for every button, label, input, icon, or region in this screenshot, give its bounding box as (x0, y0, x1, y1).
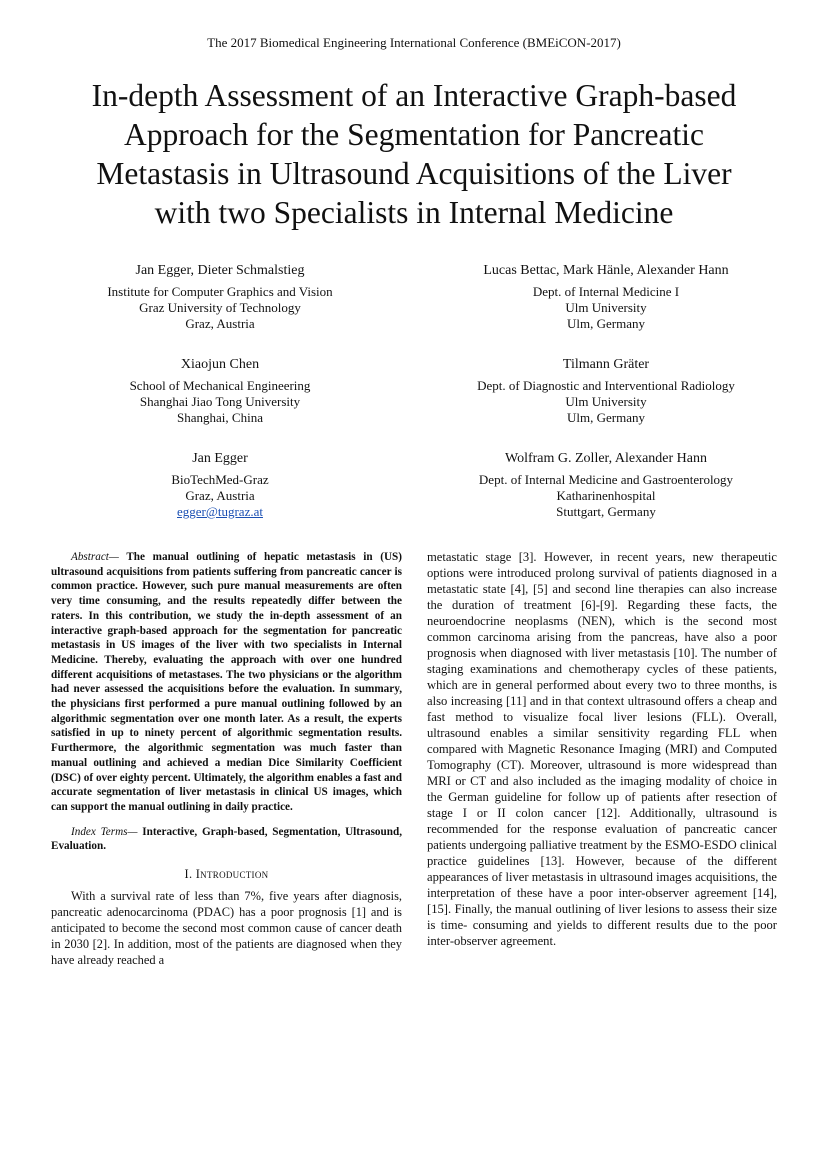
email-link[interactable]: egger@tugraz.at (177, 504, 263, 519)
affiliation-line: Katharinenhospital (556, 488, 656, 503)
affiliation-line: Graz, Austria (185, 316, 255, 331)
affiliation-line: Dept. of Internal Medicine I (532, 284, 680, 299)
affiliation-line: Shanghai Jiao Tong University (139, 394, 301, 409)
affiliation-line: Graz, Austria (185, 488, 255, 503)
abstract (51, 550, 402, 815)
left-column (51, 550, 402, 968)
title-line: with two Specialists in Internal Medicine (154, 195, 674, 230)
affiliation-line: Ulm, Germany (567, 410, 645, 425)
affiliation-line: Dept. of Internal Medicine and Gastroenterology (478, 472, 734, 487)
author-block-stuttgart (436, 450, 776, 520)
intro-paragraph: With a survival rate of less than 7%, five years after diagnosis, pancreatic adenocarcinoma (PDAC) has a poor prognosis [1] and is anticipated to become the second most common cause of cancer death in 2030 [2]. In addition, most of the patients are diagnosed when they have already reached a (51, 889, 402, 968)
paper-title (40, 76, 788, 232)
abstract-text: The manual outlining of hepatic metastasis in (US) ultrasound acquisitions from patients suffering from pancreatic cancer is common practice. However, such pure manual measurements are often very time consuming, and the results repeatedly differ between the raters. In this contribution, we study the in-depth assessment of an interactive graph-based approach for the segmentation for pancreatic metastasis in US images of the liver with two specialists in Internal Medicine. Thereby, evaluating the approach with over one hundred different acquisitions of metastases. The two physicians or the algorithm had never assessed the acquisitions before the evaluation. In summary, the physicians first performed a pure manual outlining followed by an algorithmic segmentation over one month later. As a result, the experts satisfied in up to ninety percent of algorithmic segmentation results. Furthermore, the algorithmic segmentation was much faster than manual outlining and achieved a median Dice Similarity Coefficient (DSC) of over eighty percent. Ultimately, the algorithm enables a fast and accurate segmentation of liver metastasis in clinical US images, which can support the manual outlining in daily practice. (51, 551, 402, 813)
conference-header: The 2017 Biomedical Engineering International Conference (BMEiCON-2017) (207, 35, 621, 50)
affiliation-line: Ulm, Germany (567, 316, 645, 331)
author-names: Jan Egger, Dieter Schmalstieg (135, 263, 305, 278)
affiliation-line: Dept. of Diagnostic and Interventional Radiology (477, 378, 735, 393)
author-block-biotechmed (50, 450, 390, 520)
index-terms-label: Index Terms— (71, 825, 138, 838)
author-names: Wolfram G. Zoller, Alexander Hann (504, 451, 708, 466)
right-column (427, 549, 777, 949)
affiliation-line: School of Mechanical Engineering (129, 378, 311, 393)
affiliation-line: Stuttgart, Germany (556, 504, 656, 519)
title-line: Approach for the Segmentation for Pancreatic (124, 117, 704, 152)
affiliation-line: Shanghai, China (177, 410, 263, 425)
index-terms-text: Interactive, Graph-based, Segmentation, Ultrasound, Evaluation. (51, 825, 402, 853)
affiliation-line: Graz University of Technology (139, 300, 301, 315)
affiliation-line: Ulm University (565, 394, 647, 409)
affiliation-line: Ulm University (565, 300, 647, 315)
author-block-ulm-radiology (436, 356, 776, 426)
abstract-label: Abstract— (71, 551, 119, 563)
author-names: Tilmann Gräter (562, 357, 650, 372)
section-heading: I. Introduction (184, 867, 269, 882)
title-line: Metastasis in Ultrasound Acquisitions of the Liver (96, 156, 732, 191)
intro-continuation: metastatic stage [3]. However, in recent years, new therapeutic options were introduced prolong survival of patients diagnosed in a metastatic state [4], [5] and second line therapies can also increase the duration of treatment [6]-[9]. Regarding these facts, the neuroendocrine neoplasms (NEN), which is the second most common carcinoma arising from the pancreas, have also a poor prognosis when diagnosed with liver metastasis [10]. The number of staging examinations and chemotherapy cycles of these patients, which are in general performed about every two to three months, is also increasing [11] and in that context ultrasound offers a cheap and fast method to visualize focal liver lesions (FLL). Overall, ultrasound enables a similar sensitivity regarding FLL when compared with Magnetic Resonance Imaging (MRI) and Computed Tomography (CT). Moreover, ultrasound is more widespread than MRI or CT and also included as the imaging modality of choice in the German guideline for follow up of patients after resection of stage I or II colon cancer [12]. Additionally, ultrasound is recommended for the response evaluation of pancreatic cancer patients undergoing palliative treatment by the ESMO-ESDO clinical practice guidelines [13]. However, because of the different appearances of liver metastasis in ultrasound images acquisitions, the interpretation of these have a poor inter-observer agreement [14], [15]. Finally, the manual outlining of liver lesions to assess their size is time- consuming and yields to different results due to the poor inter-observer agreement. (427, 550, 777, 948)
author-names: Jan Egger (192, 451, 248, 466)
affiliation-line: Institute for Computer Graphics and Vision (107, 284, 333, 299)
author-block-graz (50, 262, 390, 332)
author-names: Xiaojun Chen (180, 357, 260, 372)
author-names: Lucas Bettac, Mark Hänle, Alexander Hann (483, 263, 729, 278)
title-line: In-depth Assessment of an Interactive Graph-based (91, 78, 737, 113)
author-block-ulm-internal (436, 262, 776, 332)
author-block-shanghai (50, 356, 390, 426)
index-terms (51, 825, 402, 854)
affiliation-line: BioTechMed-Graz (171, 472, 269, 487)
